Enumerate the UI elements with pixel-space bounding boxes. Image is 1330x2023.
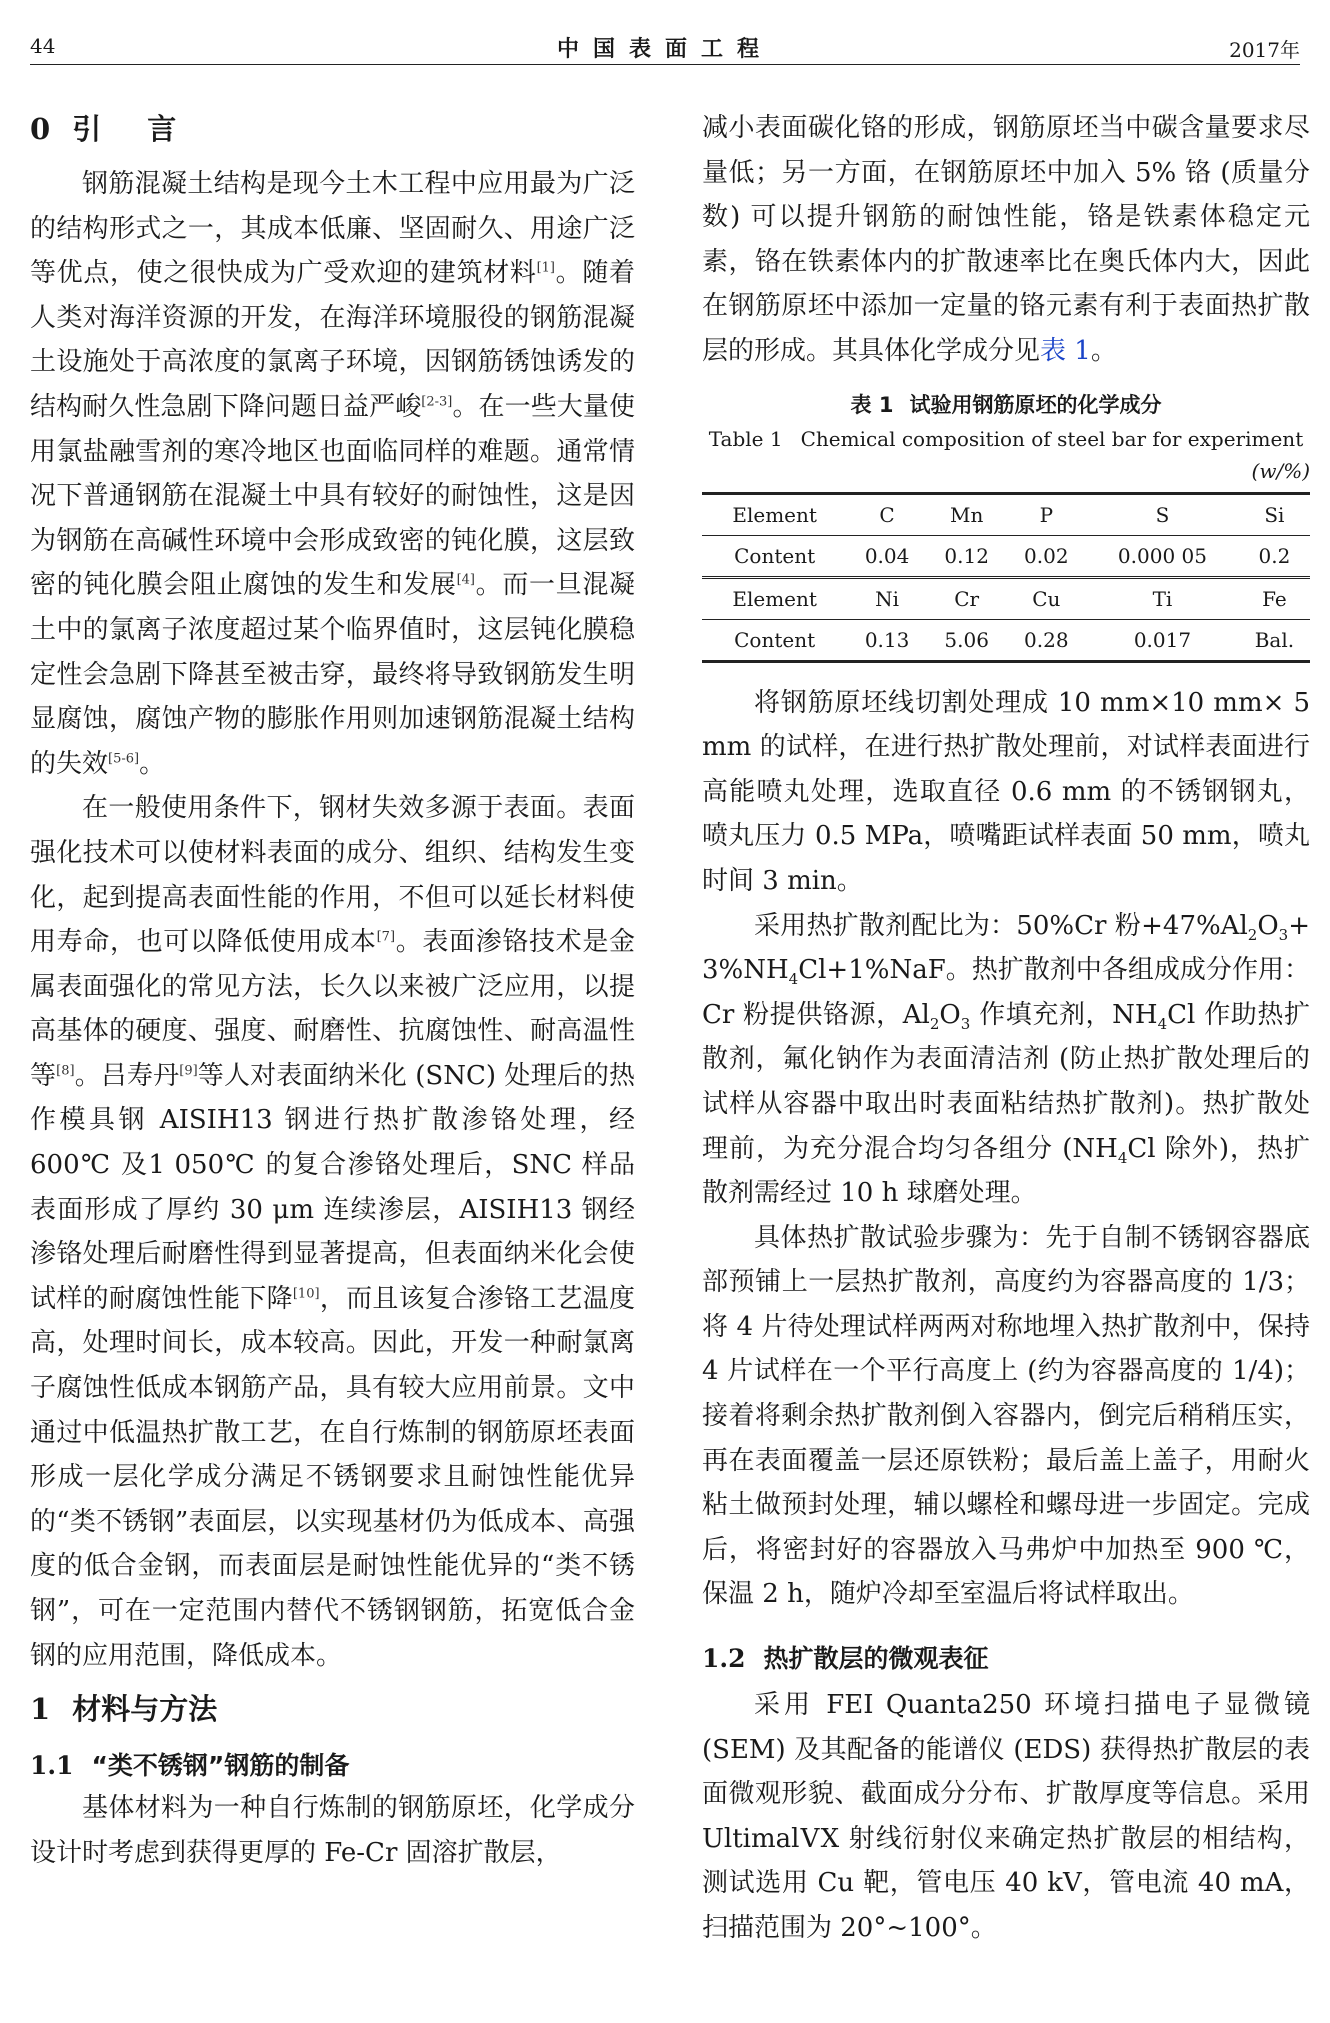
subscript: 2 [929,1014,940,1033]
table-cell: Mn [927,493,1007,535]
subscript: 4 [1117,1148,1128,1167]
table-cell: Ni [875,586,900,611]
text-run: O [939,999,961,1030]
materials-paragraph: 基体材料为一种自行炼制的钢筋原坯，化学成分设计时考虑到获得更厚的 Fe-Cr 固溶扩散层， [30,1793,635,1868]
citation[interactable]: [1] [536,260,555,276]
text-run: Cl 作助热扩散剂，氟化钠作为表面清洁剂 (防止热扩散处理后的试样从容器中取出时表面粘结热扩散剂)。热扩散处理前，为充分混合均匀各组分 (NH [702,999,1310,1164]
publication-year: 2017年 [1229,38,1300,62]
table-row [702,619,1310,661]
text-run: 。随着人类对海洋资源的开发，在海洋环境服役的钢筋混凝土设施处于高浓度的氯离子环境，因钢筋锈蚀诱发的结构耐久性急剧下降问题日益严峻 [30,258,635,422]
table-caption-cn [702,388,1310,422]
text-run: 。 [139,748,166,779]
text-run: 采用热扩散剂配比为：50%Cr 粉+47%Al [754,910,1248,941]
table-cell: 0.12 [927,535,1007,577]
text-run: 作填充剂，NH [970,999,1158,1030]
section-number: 1.2 [702,1644,746,1674]
section-number: 1 [30,1692,51,1727]
text-run: 。 [1090,335,1117,366]
text-run: 钢筋混凝土结构是现今土木工程中应用最为广泛的结构形式之一，其成本低廉、坚固耐久、用途广泛等优点，使之很快成为广受欢迎的建筑材料 [30,169,635,289]
running-header [30,30,1300,64]
table-cell: Element [702,493,847,535]
characterization-paragraph: 采用 FEI Quanta250 环境扫描电子显微镜 (SEM) 及其配备的能谱仪 (EDS) 获得热扩散层的表面微观形貌、截面成分分布、扩散厚度等信息。采用 UltimalⅤX 射线衍射仪来确定热扩散层的相结构，测试选用 Cu 靶，管电压 40 kV，管电流 40 mA，扫描范围为 20°~100°。 [702,1690,1310,1943]
table-row [702,577,1310,619]
text-run: + 3%NH [702,910,1310,986]
section-title: “类不锈钢”钢筋的制备 [91,1751,350,1781]
table-cell: P [1007,493,1087,535]
table-title: Chemical composition of steel bar for experiment [800,426,1304,451]
subscript: 4 [788,970,799,989]
table-cell: Fe [1262,586,1287,611]
table-unit: (w/%) [1251,458,1310,483]
section-number: 0 [30,112,51,146]
intro-paragraph-1 [30,162,635,786]
citation[interactable]: [9] [179,1063,198,1079]
table-cell: 0.000 05 [1086,535,1239,577]
table-cell: 5.06 [927,619,1007,661]
text-run: 。表面渗铬技术是金属表面强化的常见方法，长久以来被广泛应用，以提高基体的硬度、强度、耐磨性、抗腐蚀性、耐高温性等 [30,927,635,1091]
table-cell: Ti [1152,586,1173,611]
table-number: Table 1 [708,426,783,451]
table-reference-link[interactable]: 表 1 [1040,335,1091,366]
text-run: 等人对表面纳米化 (SNC) 处理后的热作模具钢 AISIH13 钢进行热扩散渗铬处理，经 600℃ 及1 050℃ 的复合渗铬处理后，SNC 样品表面形成了厚约 30 μm 连续渗层，AISIH13 钢经渗铬处理后耐磨性得到显著提高，但表面纳米化会使试样的耐腐蚀性能下降 [30,1060,635,1314]
composition-table [702,492,1310,663]
section-title: 材料与方法 [72,1692,218,1727]
section-number: 1.1 [30,1751,74,1781]
materials-paragraph-continued [702,106,1310,374]
section-title: 热扩散层的微观表征 [763,1644,989,1674]
table-cell: C [847,493,927,535]
section-1-heading [30,1688,635,1730]
table-row [702,493,1310,535]
text-run: 。吕寿丹 [74,1060,180,1091]
text-run: 在一般使用条件下，钢材失效多源于表面。表面强化技术可以使材料表面的成分、组织、结构发生变化，起到提高表面性能的作用，不但可以延长材料使用寿命，也可以降低使用成本 [30,793,635,958]
text-run: 。在一些大量使用氯盐融雪剂的寒冷地区也面临同样的难题。通常情况下普通钢筋在混凝土中具有较好的耐蚀性，这是因为钢筋在高碱性环境中会形成致密的钝化膜，这层致密的钝化膜会阻止腐蚀的发生和发展 [30,391,635,601]
table-row [702,535,1310,577]
section-0-heading [30,108,635,150]
text-run: Cl+1%NaF。热扩散剂中各组成成分作用：Cr 粉提供铬源，Al [702,955,1310,1030]
subscript: 2 [1247,925,1258,944]
text-run: ，而且该复合渗铬工艺温度高，处理时间长，成本较高。因此，开发一种耐氯离子腐蚀性低成本钢筋产品，具有较大应用前景。文中通过中低温热扩散工艺，在自行炼制的钢筋原坯表面形成一层化学成分满足不锈钢要求且耐蚀性能优异的“类不锈钢”表面层，以实现基材仍为低成本、高强度的低合金钢，而表面层是耐蚀性能优异的“类不锈钢”，可在一定范围内替代不锈钢钢筋，拓宽低合金钢的应用范围，降低成本。 [30,1283,635,1671]
citation[interactable]: [7] [376,929,396,945]
table-cell: 0.02 [1007,535,1087,577]
section-1-1-heading [30,1746,635,1786]
table-cell: Si [1239,493,1310,535]
citation[interactable]: [8] [56,1063,75,1079]
table-1 [702,388,1310,663]
journal-name: 中国表面工程 [556,37,773,62]
table-number: 表 1 [850,392,894,417]
subscript: 4 [1157,1014,1168,1033]
section-1-2-heading [702,1639,1310,1679]
table-cell: 0.28 [1007,619,1087,661]
intro-paragraph-2 [30,786,635,1678]
table-cell: 0.04 [847,535,927,577]
procedure-paragraph: 具体热扩散试验步骤为：先于自制不锈钢容器底部预铺上一层热扩散剂，高度约为容器高度的 1/3；将 4 片待处理试样两两对称地埋入热扩散剂中，保持 4 片试样在一个平行高度上 (约为容器高度的 1/4)；接着将剩余热扩散剂倒入容器内，倒完后稍稍压实，再在表面覆盖一层还原铁粉；最后盖上盖子，用耐火粘土做预封处理，辅以螺栓和螺母进一步固定。完成后，将密封好的容器放入马弗炉中加热至 900 ℃，保温 2 h，随炉冷却至室温后将试样取出。 [702,1222,1310,1610]
table-cell: Element [732,586,817,611]
table-cell: Content [702,619,847,661]
text-run: O [1257,910,1279,941]
text-run: 减小表面碳化铬的形成，钢筋原坯当中碳含量要求尽量低；另一方面，在钢筋原坯中加入 5% 铬 (质量分数) 可以提升钢筋的耐蚀性能，铬是铁素体稳定元素，铬在铁素体内的扩散速率比在奥氏体内大，因此在钢筋原坯中添加一定量的铬元素有利于表面热扩散层的形成。其具体化学成分见 [702,113,1310,366]
subscript: 3 [1278,925,1289,944]
table-cell: 0.13 [847,619,927,661]
table-cell: Content [702,535,847,577]
table-cell: 0.2 [1239,535,1310,577]
citation[interactable]: [2-3] [421,394,453,410]
diffusion-agent-paragraph [702,904,1310,1216]
table-cell: S [1086,493,1239,535]
text-run: Cl 除外)，热扩散剂需经过 10 h 球磨处理。 [702,1133,1310,1209]
citation[interactable]: [4] [456,572,476,588]
table-cell: 0.017 [1086,619,1239,661]
sample-prep-paragraph: 将钢筋原坯线切割处理成 10 mm×10 mm× 5 mm 的试样，在进行热扩散处理前，对试样表面进行高能喷丸处理，选取直径 0.6 mm 的不锈钢钢丸，喷丸压力 0.5 MPa，喷嘴距试样表面 50 mm，喷丸时间 3 min。 [702,687,1310,896]
subscript: 3 [960,1014,971,1033]
left-column [30,106,635,1875]
right-column [702,106,1310,1951]
section-title: 引 言 [72,112,195,146]
table-caption-en [702,422,1310,456]
citation[interactable]: [5-6] [108,751,140,767]
table-title: 试验用钢筋原坯的化学成分 [909,392,1162,417]
header-rule [30,64,1300,65]
text-run: 。而一旦混凝土中的氯离子浓度超过某个临界值时，这层钝化膜稳定性会急剧下降甚至被击穿，最终将导致钢筋发生明显腐蚀，腐蚀产物的膨胀作用则加速钢筋混凝土结构的失效 [30,570,635,779]
table-cell: Cr [954,586,980,611]
table-cell: Bal. [1239,619,1310,661]
citation[interactable]: [10] [292,1286,320,1302]
table-cell: Cu [1032,586,1061,611]
page-number: 44 [30,34,56,58]
